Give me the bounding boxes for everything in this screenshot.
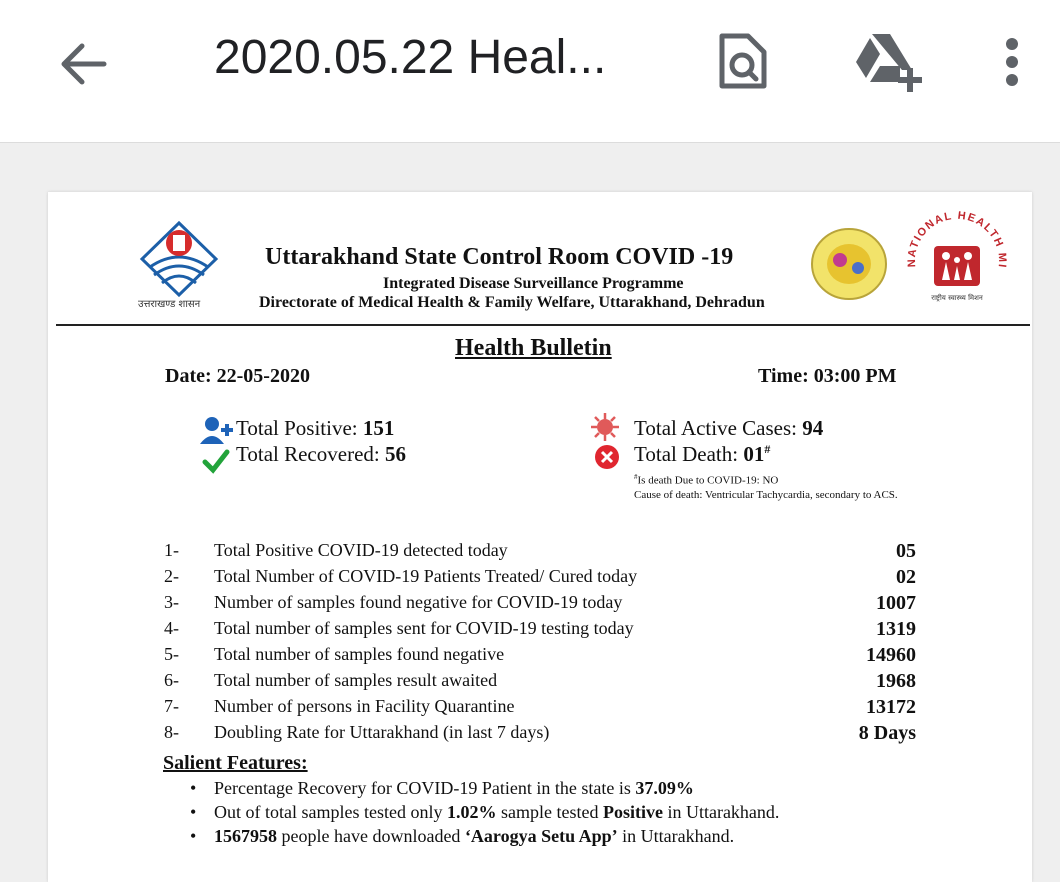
user-add-icon	[200, 416, 234, 449]
total-recovered	[236, 442, 406, 467]
list-item-num: 3-	[164, 592, 179, 612]
nhm-arc-text: NATIONAL HEALTH MI	[905, 209, 1009, 270]
total-positive-value: 151	[362, 416, 395, 440]
salient-b2-bold2: Positive	[602, 802, 663, 822]
list-item-text: Total Number of COVID-19 Patients Treated/ Cured today	[214, 566, 638, 586]
list-item-text: Doubling Rate for Uttarakhand (in last 7 days)	[214, 722, 550, 742]
total-positive	[236, 416, 394, 441]
total-death-label: Total Death:	[634, 442, 744, 466]
total-active-label: Total Active Cases:	[634, 416, 803, 440]
total-death-value: 01	[743, 442, 765, 466]
list-item-value: 13172	[866, 696, 916, 718]
header-subtitle-2: Directorate of Medical Health & Family Welfare, Uttarakhand, Dehradun	[259, 294, 765, 311]
salient-b2-post: in Uttarakhand.	[662, 802, 780, 822]
death-note-line-1	[634, 470, 934, 488]
death-note-line-2: Cause of death: Ventricular Tachycardia, secondary to ACS.	[634, 488, 898, 501]
idsp-logo-icon	[810, 226, 888, 307]
uttarakhand-logo-caption: उत्तराखण्ड शासन	[138, 299, 201, 310]
salient-heading: Salient Features:	[163, 752, 308, 774]
list-item-value: 1319	[876, 618, 916, 640]
list-item-num: 4-	[164, 618, 179, 638]
list-item	[164, 722, 916, 748]
list-item-num: 8-	[164, 722, 179, 742]
nhm-logo-icon	[898, 208, 1016, 317]
total-active	[634, 416, 823, 441]
salient-b3-post: in Uttarakhand.	[617, 826, 735, 846]
salient-b3-bold1: 1567958	[214, 826, 277, 846]
total-active-value: 94	[802, 416, 824, 440]
total-recovered-value: 56	[384, 442, 406, 466]
bulletin-heading: Health Bulletin	[455, 335, 612, 361]
salient-b3-bold2: ‘Aarogya Setu App’	[464, 826, 618, 846]
list-item-text: Number of persons in Facility Quarantine	[214, 696, 515, 716]
list-item-text: Total Positive COVID-19 detected today	[214, 540, 508, 560]
list-item-value: 1007	[876, 592, 916, 614]
drive-add-icon[interactable]	[852, 30, 924, 97]
header-divider	[56, 324, 1030, 326]
salient-bullet-1	[214, 778, 694, 799]
list-item-num: 5-	[164, 644, 179, 664]
total-positive-label: Total Positive:	[236, 416, 363, 440]
list-item	[164, 670, 916, 696]
list-item-value: 14960	[866, 644, 916, 666]
list-item	[164, 566, 916, 592]
salient-b2-pre: Out of total samples tested only	[214, 802, 447, 822]
header-title: Uttarakhand State Control Room COVID -19	[265, 244, 734, 270]
list-item-text: Total number of samples sent for COVID-19 testing today	[214, 618, 634, 638]
document-title: 2020.05.22 Heal...	[214, 31, 607, 84]
virus-icon	[590, 412, 620, 447]
list-item-value: 02	[896, 566, 916, 588]
nhm-caption: राष्ट्रीय स्वास्थ्य मिशन	[931, 294, 983, 302]
app-bar	[0, 0, 1060, 143]
header-subtitle-1: Integrated Disease Surveillance Programme	[383, 275, 684, 292]
list-item-text: Total number of samples result awaited	[214, 670, 498, 690]
list-item-value: 1968	[876, 670, 916, 692]
bulletin-time: Time: 03:00 PM	[758, 365, 897, 387]
list-item	[164, 696, 916, 722]
total-recovered-label: Total Recovered:	[236, 442, 385, 466]
death-note-line-1-text: Is death Due to COVID-19: NO	[637, 474, 779, 487]
list-item-text: Number of samples found negative for COVID-19 today	[214, 592, 623, 612]
bulletin-date: Date: 22-05-2020	[165, 365, 310, 387]
death-note	[634, 470, 934, 502]
total-death-sup: #	[764, 442, 771, 456]
list-item	[164, 618, 916, 644]
list-item-value: 8 Days	[858, 722, 916, 744]
salient-bullet-2	[214, 802, 779, 823]
list-item-text: Total number of samples found negative	[214, 644, 505, 664]
salient-b2-mid: sample tested	[496, 802, 603, 822]
list-item-num: 2-	[164, 566, 179, 586]
list-item	[164, 540, 916, 566]
check-icon	[202, 447, 230, 480]
uttarakhand-emblem-icon	[136, 217, 222, 302]
list-item-num: 1-	[164, 540, 179, 560]
more-vert-icon[interactable]	[1000, 36, 1024, 97]
search-document-icon[interactable]	[716, 30, 770, 97]
death-x-icon	[594, 444, 620, 475]
back-arrow-icon[interactable]	[56, 36, 112, 92]
salient-b3-mid: people have downloaded	[277, 826, 465, 846]
list-item	[164, 644, 916, 670]
salient-b2-bold1: 1.02%	[446, 802, 497, 822]
list-item-value: 05	[896, 540, 916, 562]
salient-bullet-3	[214, 826, 734, 847]
total-death	[634, 442, 770, 467]
document-page	[48, 192, 1032, 882]
salient-b1-pre: Percentage Recovery for COVID-19 Patient in the state is	[214, 778, 636, 798]
list-item-num: 6-	[164, 670, 179, 690]
list-item-num: 7-	[164, 696, 179, 716]
death-note-sup: #	[634, 473, 638, 481]
salient-b1-bold: 37.09%	[635, 778, 694, 798]
list-item	[164, 592, 916, 618]
